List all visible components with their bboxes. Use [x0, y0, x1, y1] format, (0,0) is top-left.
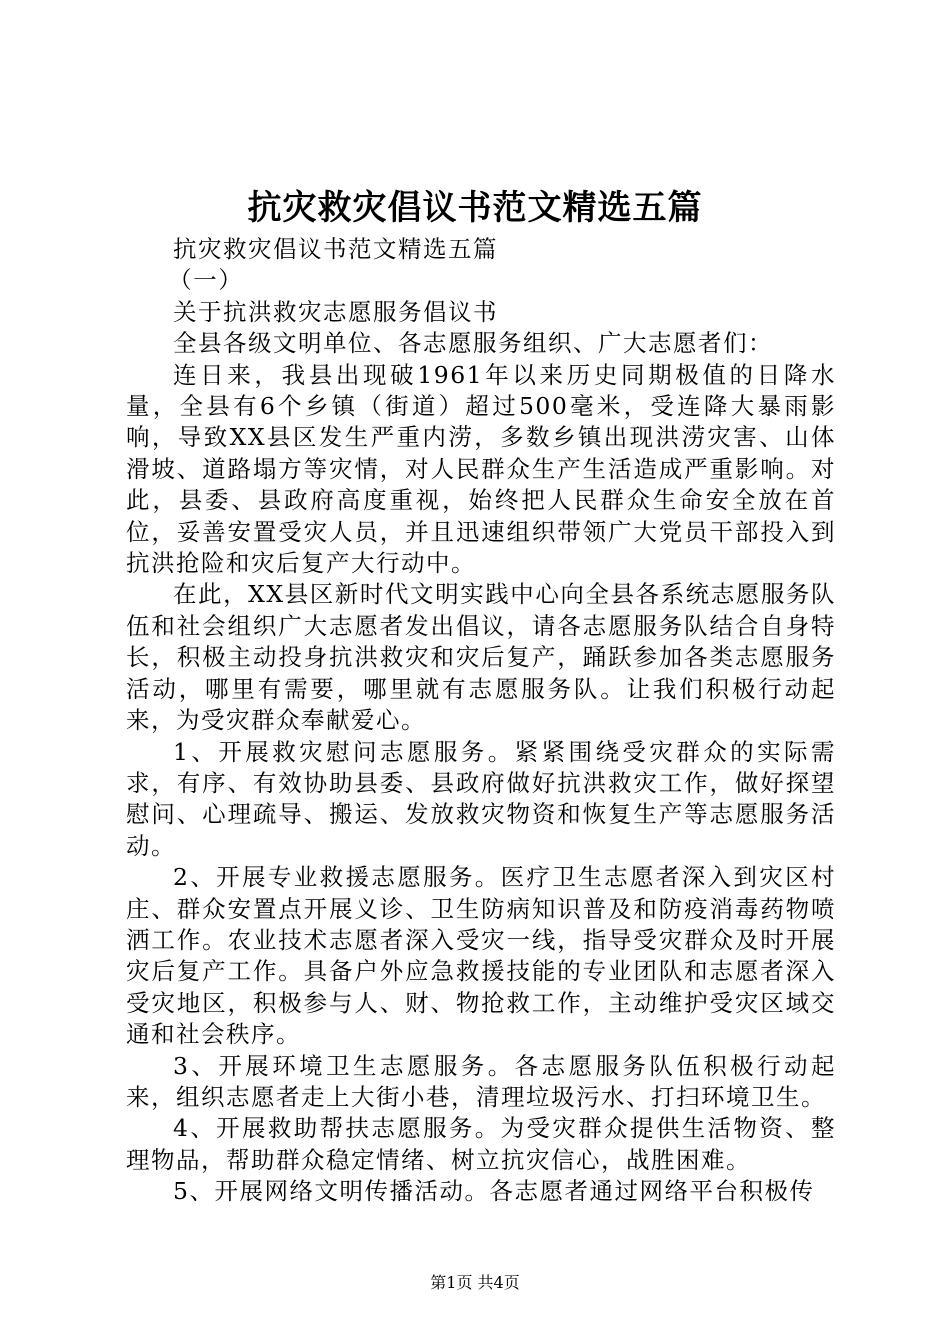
salutation: 全县各级文明单位、各志愿服务组织、广大志愿者们： [173, 329, 773, 358]
document-title: 抗灾救灾倡议书范文精选五篇 [247, 188, 703, 228]
list-item: 3、开展环境卫生志愿服务。各志愿服务队伍积极行动起来，组织志愿者走上大街小巷，清理垃圾污水、打扫环境卫生。 [126, 1051, 836, 1111]
body-paragraph: 在此，XX县区新时代文明实践中心向全县各系统志愿服务队伍和社会组织广大志愿者发出倡议，请各志愿服务队结合自身特长，积极主动投身抗洪救灾和灾后复产，踊跃参加各类志愿服务活动，哪里有需要，哪里就有志愿服务队。让我们积极行动起来，为受灾群众奉献爱心。 [126, 580, 836, 735]
list-item: 4、开展救助帮扶志愿服务。为受灾群众提供生活物资、整理物品，帮助群众稳定情绪、树立抗灾信心，战胜困难。 [126, 1114, 836, 1174]
section-number: （一） [168, 266, 244, 295]
list-item: 1、开展救灾慰问志愿服务。紧紧围绕受灾群众的实际需求，有序、有效协助县委、县政府做好抗洪救灾工作，做好探望慰问、心理疏导、搬运、发放救灾物资和恢复生产等志愿服务活动。 [126, 737, 836, 860]
letter-heading: 关于抗洪救灾志愿服务倡议书 [173, 297, 498, 326]
subtitle-paragraph: 抗灾救灾倡议书范文精选五篇 [173, 235, 498, 263]
list-item: 2、开展专业救援志愿服务。医疗卫生志愿者深入到灾区村庄、群众安置点开展义诊、卫生防病知识普及和防疫消毒药物喷洒工作。农业技术志愿者深入受灾一线，指导受灾群众及时开展灾后复产工作。具备户外应急救援技能的专业团队和志愿者深入受灾地区，积极参与人、财、物抢救工作，主动维护受灾区域交通和社会秩序。 [126, 863, 836, 1049]
page-footer: 第1页 共4页 [430, 1273, 520, 1292]
list-item: 5、开展网络文明传播活动。各志愿者通过网络平台积极传 [173, 1177, 815, 1206]
body-paragraph: 连日来，我县出现破1961年以来历史同期极值的日降水量，全县有6个乡镇（街道）超过500毫米，受连降大暴雨影响，导致XX县区发生严重内涝，多数乡镇出现洪涝灾害、山体滑坡、道路塌方等灾情，对人民群众生产生活造成严重影响。对此，县委、县政府高度重视，始终把人民群众生命安全放在首位，妥善安置受灾人员，并且迅速组织带领广大党员干部投入到抗洪抢险和灾后复产大行动中。 [126, 360, 836, 578]
document-body [126, 234, 836, 1208]
